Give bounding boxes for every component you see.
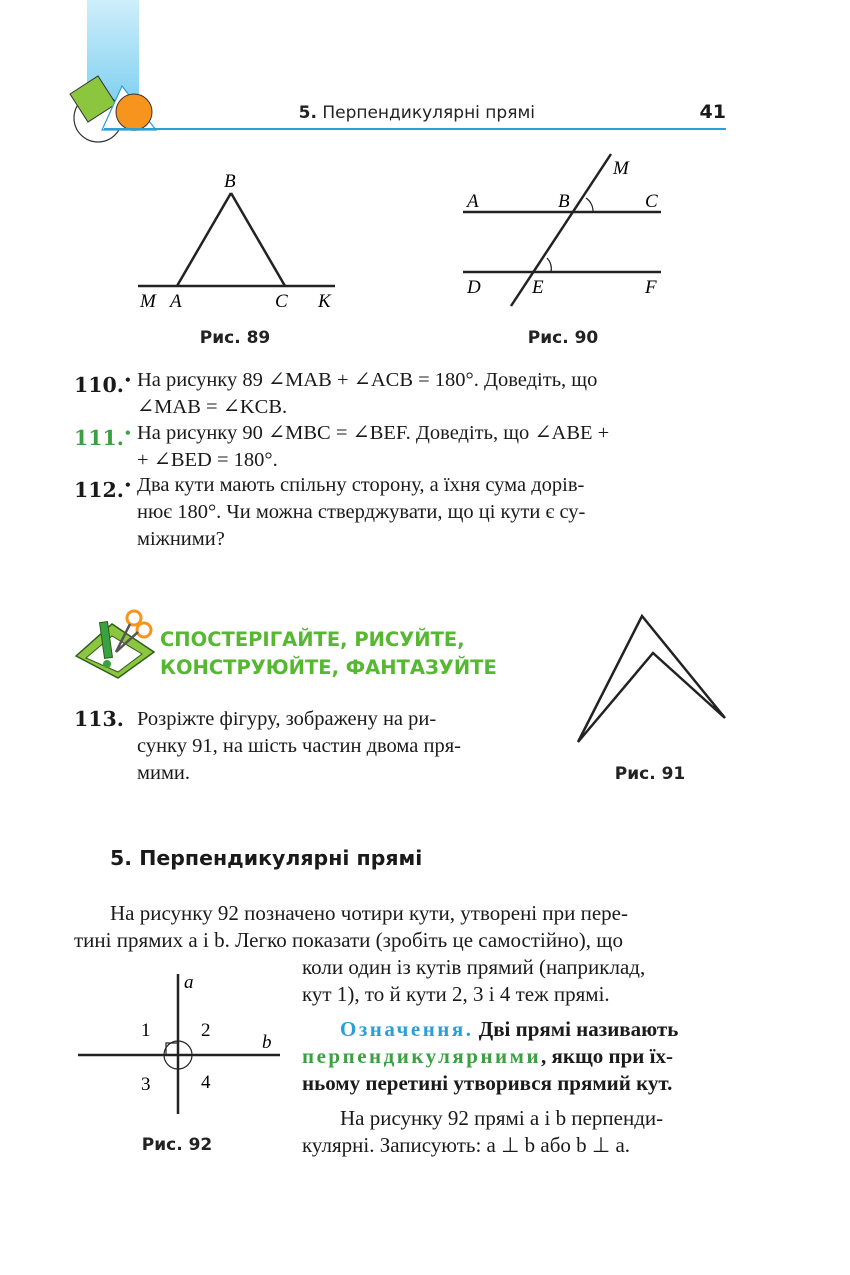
definition-text: , якщо при їх- <box>541 1044 673 1068</box>
page-number: 41 <box>699 101 726 123</box>
intro-line-2: тині прямих a і b. Легко показати (зробіть це самостійно), що <box>74 928 623 952</box>
label-E: E <box>532 277 544 298</box>
section-title: 5. Перпендикулярні прямі <box>110 846 423 870</box>
figure-89-caption: Рис. 89 <box>199 328 271 348</box>
difficulty-marker: • <box>123 478 132 492</box>
intro-line-4: кут 1), то й кути 2, 3 і 4 теж прямі. <box>302 982 610 1006</box>
label-F: F <box>645 277 657 298</box>
label-A: A <box>467 191 479 212</box>
label-D: D <box>467 277 481 298</box>
definition-text: Дві прямі називають <box>478 1017 679 1041</box>
problem-text: На рисунку 89 ∠MAB + ∠ACB = 180°. Доведіть, що <box>137 369 598 391</box>
heading-line: СПОСТЕРІГАЙТЕ, РИСУЙТЕ, <box>160 628 465 651</box>
problem-113 <box>74 706 554 787</box>
label-3: 3 <box>141 1074 151 1095</box>
problem-number: 112. <box>74 477 124 502</box>
definition-line-2 <box>302 1042 732 1070</box>
figure-89-triangle <box>130 165 350 315</box>
label-C: C <box>645 191 658 212</box>
header-section-number: 5. <box>298 103 317 123</box>
label-a: a <box>184 972 194 993</box>
problem-text: нює 180°. Чи можна стверджувати, що ці кути є су- <box>137 501 586 523</box>
label-M: M <box>140 291 156 312</box>
label-M: M <box>613 158 629 179</box>
figure-90-caption: Рис. 90 <box>527 328 599 348</box>
final-line-2: кулярні. Записують: a ⊥ b або b ⊥ a. <box>302 1133 631 1157</box>
problem-text: ∠MAB = ∠KCB. <box>137 396 288 418</box>
problem-text: Розріжте фігуру, зображену на ри- <box>137 708 437 730</box>
running-header <box>0 103 535 123</box>
label-A: A <box>170 291 182 312</box>
label-B: B <box>558 191 570 212</box>
difficulty-marker: • <box>123 426 132 440</box>
problem-number: 110. <box>74 372 124 397</box>
problem-text: сунку 91, на шість частин двома пря- <box>137 735 461 757</box>
problem-110 <box>74 367 726 421</box>
figure-91-chevron-shape <box>572 608 732 748</box>
problem-text: Два кути мають спільну сторону, а їхня сума дорів- <box>137 474 585 496</box>
definition-label: Означення. <box>340 1017 474 1041</box>
problem-111 <box>74 420 726 474</box>
intro-line-3: коли один із кутів прямий (наприклад, <box>302 955 646 979</box>
problem-text: На рисунку 90 ∠MBC = ∠BEF. Доведіть, що ∠ABE + <box>137 422 610 444</box>
figure-92-perpendicular-lines <box>74 968 284 1120</box>
label-4: 4 <box>201 1072 211 1093</box>
intro-line-1: На рисунку 92 позначено чотири кути, утворені при пере- <box>110 901 628 925</box>
definition-line-3: ньому перетині утворився прямий кут. <box>302 1071 673 1095</box>
problem-text: міжними? <box>137 528 225 550</box>
heading-line: КОНСТРУЮЙТЕ, ФАНТАЗУЙТЕ <box>160 656 497 679</box>
header-section-title: Перпендикулярні прямі <box>322 103 535 123</box>
definition-line-1 <box>340 1015 740 1043</box>
label-2: 2 <box>201 1020 211 1041</box>
problem-text: + ∠BED = 180°. <box>137 449 278 471</box>
label-C: C <box>275 291 288 312</box>
header-rule <box>104 128 726 130</box>
label-K: K <box>318 291 331 312</box>
difficulty-marker: • <box>123 373 132 387</box>
figure-92-caption: Рис. 92 <box>141 1135 213 1155</box>
tools-icon <box>72 608 158 680</box>
final-line-1: На рисунку 92 прямі a і b перпенди- <box>340 1106 664 1130</box>
figure-90-parallel-lines <box>455 148 675 313</box>
label-B: B <box>224 171 236 192</box>
definition-term: перпендикулярними <box>302 1044 542 1068</box>
label-b: b <box>262 1032 272 1053</box>
figure-91-caption: Рис. 91 <box>614 764 686 784</box>
problem-number: 111. <box>74 425 124 450</box>
creative-section-heading <box>160 626 497 682</box>
problem-number: 113. <box>74 707 124 731</box>
label-1: 1 <box>141 1020 151 1041</box>
problem-112 <box>74 472 726 553</box>
problem-text: мими. <box>137 762 191 784</box>
